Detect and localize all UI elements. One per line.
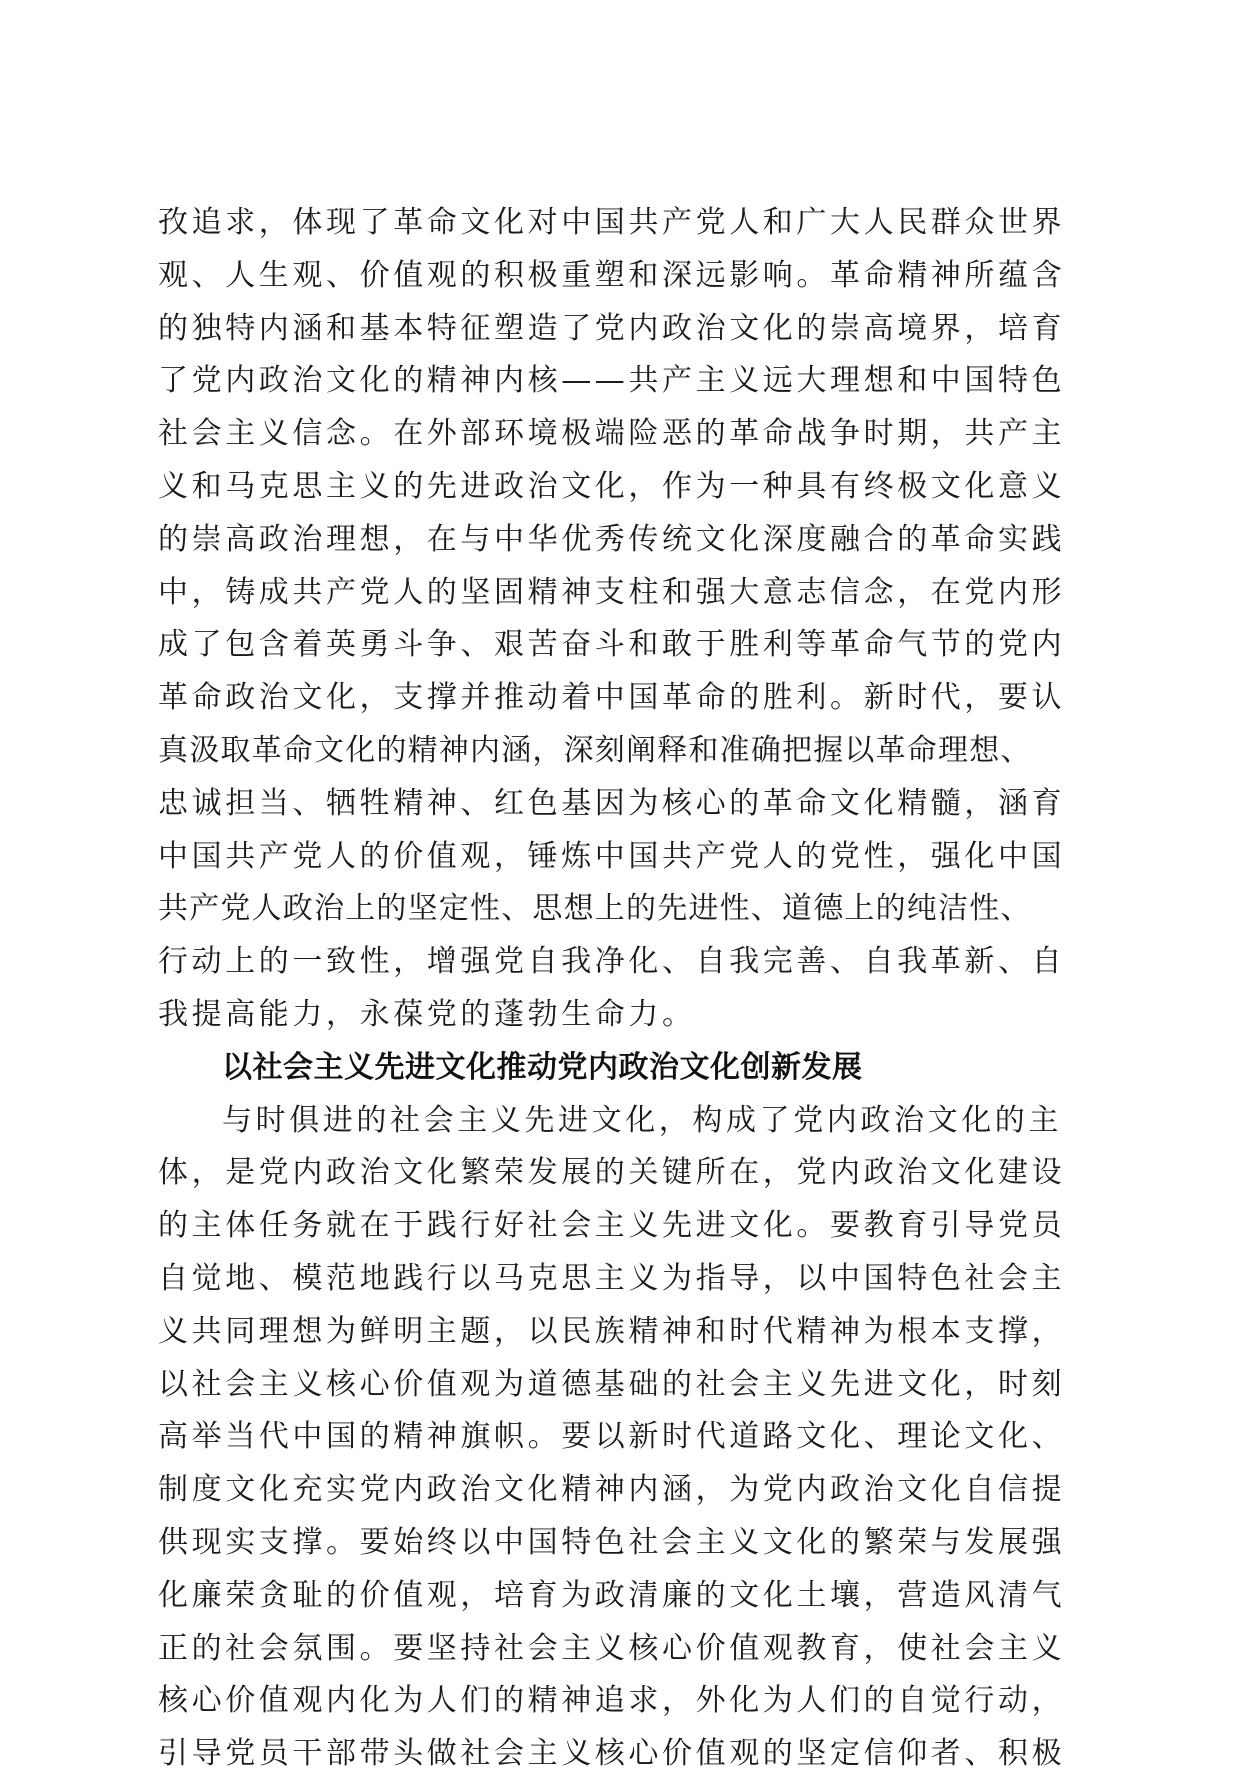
text-line: 引导党员干部带头做社会主义核心价值观的坚定信仰者、积极 bbox=[158, 1736, 1066, 1772]
text-line: 共产党人政治上的坚定性、思想上的先进性、道德上的纯洁性、 bbox=[158, 891, 1032, 927]
text-line: 的独特内涵和基本特征塑造了党内政治文化的崇高境界，培育 bbox=[158, 310, 1066, 346]
text-line: 观、人生观、价值观的积极重塑和深远影响。革命精神所蕴含 bbox=[158, 257, 1066, 293]
text-line: 社会主义信念。在外部环境极端险恶的革命战争时期，共产主 bbox=[158, 416, 1066, 452]
text-line: 自觉地、模范地践行以马克思主义为指导，以中国特色社会主 bbox=[158, 1260, 1066, 1296]
text-line: 以社会主义核心价值观为道德基础的社会主义先进文化，时刻 bbox=[158, 1366, 1066, 1402]
text-line: 中，铸成共产党人的坚固精神支柱和强大意志信念，在党内形 bbox=[158, 574, 1066, 610]
section-heading: 以社会主义先进文化推动党内政治文化创新发展 bbox=[222, 1049, 863, 1085]
text-line: 了党内政治文化的精神内核——共产主义远大理想和中国特色 bbox=[158, 363, 1066, 399]
text-line: 正的社会氛围。要坚持社会主义核心价值观教育，使社会主义 bbox=[158, 1630, 1066, 1666]
document-body bbox=[158, 197, 1088, 1781]
text-line: 革命政治文化，支撑并推动着中国革命的胜利。新时代，要认 bbox=[158, 680, 1066, 716]
text-line: 核心价值观内化为人们的精神追求，外化为人们的自觉行动， bbox=[158, 1683, 1066, 1719]
text-line: 高举当代中国的精神旗帜。要以新时代道路文化、理论文化、 bbox=[158, 1419, 1066, 1455]
text-line: 体，是党内政治文化繁荣发展的关键所在，党内政治文化建设 bbox=[158, 1155, 1066, 1191]
text-line: 中国共产党人的价值观，锤炼中国共产党人的党性，强化中国 bbox=[158, 838, 1066, 874]
text-line: 真汲取革命文化的精神内涵，深刻阐释和准确把握以革命理想、 bbox=[158, 732, 1032, 768]
text-line: 与时俱进的社会主义先进文化，构成了党内政治文化的主 bbox=[222, 1102, 1062, 1138]
text-line: 化廉荣贪耻的价值观，培育为政清廉的文化土壤，营造风清气 bbox=[158, 1577, 1066, 1613]
text-line: 我提高能力，永葆党的蓬勃生命力。 bbox=[158, 996, 696, 1032]
text-line: 忠诚担当、牺牲精神、红色基因为核心的革命文化精髓，涵育 bbox=[158, 785, 1066, 821]
paragraph-socialist-advanced-culture bbox=[158, 1095, 1088, 1781]
text-line: 成了包含着英勇斗争、艰苦奋斗和敢于胜利等革命气节的党内 bbox=[158, 627, 1066, 663]
text-line: 义共同理想为鲜明主题，以民族精神和时代精神为根本支撑， bbox=[158, 1313, 1066, 1349]
text-line: 供现实支撑。要始终以中国特色社会主义文化的繁荣与发展强 bbox=[158, 1524, 1066, 1560]
text-line: 的主体任务就在于践行好社会主义先进文化。要教育引导党员 bbox=[158, 1208, 1066, 1244]
text-line: 行动上的一致性，增强党自我净化、自我完善、自我革新、自 bbox=[158, 944, 1066, 980]
text-line: 的崇高政治理想，在与中华优秀传统文化深度融合的革命实践 bbox=[158, 521, 1066, 557]
text-line: 孜追求，体现了革命文化对中国共产党人和广大人民群众世界 bbox=[158, 205, 1066, 240]
paragraph-revolutionary-culture bbox=[158, 197, 1088, 1042]
text-line: 义和马克思主义的先进政治文化，作为一种具有终极文化意义 bbox=[158, 468, 1066, 504]
text-line: 制度文化充实党内政治文化精神内涵，为党内政治文化自信提 bbox=[158, 1472, 1066, 1508]
